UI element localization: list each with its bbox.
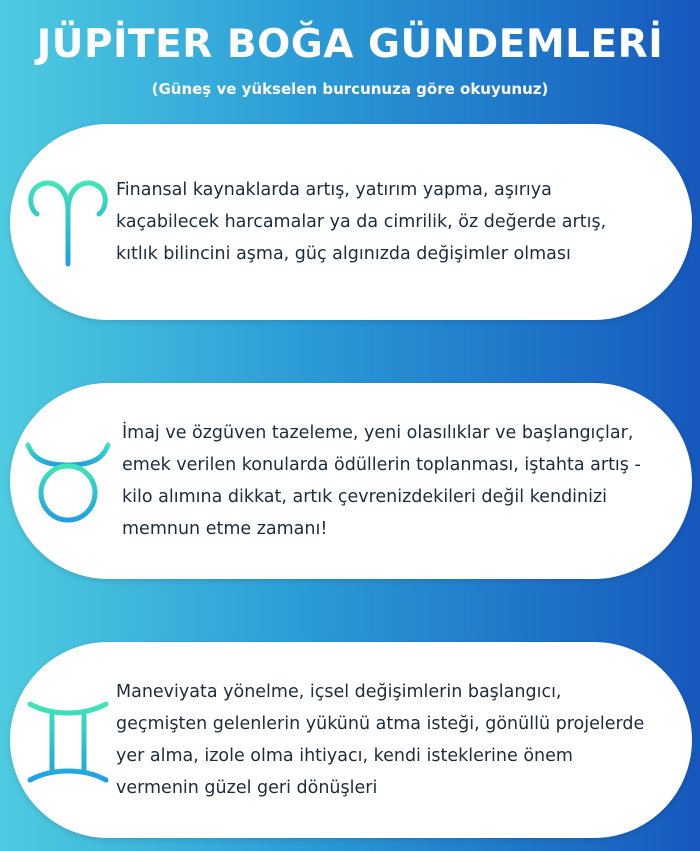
aries-card xyxy=(10,124,692,320)
gemini-card-text: Maneviyata yönelme, içsel değişimlerin başlangıcı, geçmişten gelenlerin yükünü atma isteği, gönüllü projelerde yer alma, izole olma ihtiyacı, kendi isteklerine önem vermenin güzel geri dönüşleri xyxy=(116,682,645,798)
aries-card-text: Finansal kaynaklarda artış, yatırım yapma, aşırıya kaçabilecek harcamalar ya da cimrilik, öz değerde artış, kıtlık bilincini aşma, güç algınızda değişimler olması xyxy=(116,180,607,264)
page-subtitle: (Güneş ve yükselen burcunuza göre okuyunuz) xyxy=(151,80,549,98)
taurus-icon xyxy=(18,431,118,531)
taurus-card-text: İmaj ve özgüven tazeleme, yeni olasılıklar ve başlangıçlar, emek verilen konularda ödüllerin toplanması, iştahta artış - kilo alımına dikkat, artık çevrenizdekileri değil kendinizi memnun etme zamanı! xyxy=(122,423,641,539)
gemini-icon xyxy=(18,690,118,790)
taurus-card xyxy=(10,383,692,579)
aries-icon xyxy=(18,172,118,272)
page-title: JÜPİTER BOĞA GÜNDEMLERİ xyxy=(36,22,664,67)
gemini-card xyxy=(10,642,692,838)
